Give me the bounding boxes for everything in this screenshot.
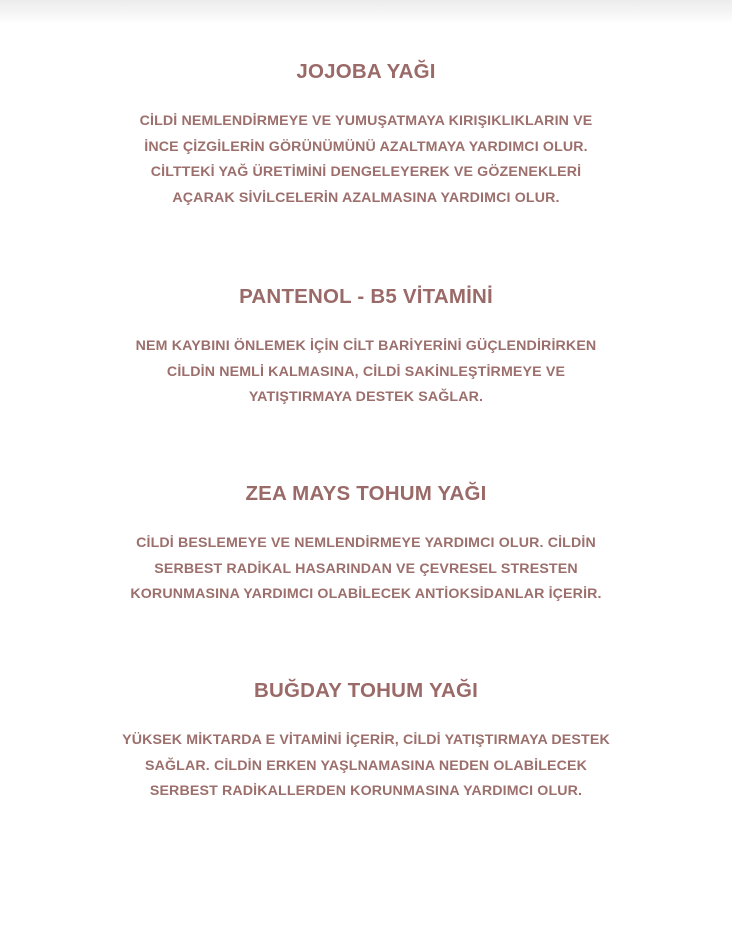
ingredient-description [0,531,732,608]
description-line: KORUNMASINA YARDIMCI OLABİLECEK ANTİOKSİDANLAR İÇERİR. [130,586,602,603]
ingredient-zea-mays [0,481,732,608]
description-line: AÇARAK SİVİLCELERİN AZALMASINA YARDIMCI OLUR. [172,189,560,206]
description-line: CİLDİ NEMLENDİRMEYE VE YUMUŞATMAYA KIRIŞIKLIKLARIN VE [139,113,593,129]
description-line: NEM KAYBINI ÖNLEMEK İÇİN CİLT BARİYERİNİ GÜÇLENDİRİRKEN [135,338,597,354]
description-line: YATIŞTIRMAYA DESTEK SAĞLAR. [248,389,484,406]
top-shadow [0,0,732,24]
description-line: SERBEST RADİKALLERDEN KORUNMASINA YARDIMCI OLUR. [149,783,583,800]
ingredient-jojoba [0,59,732,211]
description-line: CİLDİN NEMLİ KALMASINA, CİLDİ SAKİNLEŞTİRMEYE VE [166,363,566,380]
description-line: CİLTTEKİ YAĞ ÜRETİMİNİ DENGELEYEREK VE GÖZENEKLERİ [150,164,582,181]
ingredient-pantenol [0,284,732,411]
description-line: İNCE ÇİZGİLERİN GÖRÜNÜMÜNÜ AZALTMAYA YARDIMCI OLUR. [144,138,588,155]
description-line: SAĞLAR. CİLDİN ERKEN YAŞLNAMASINA NEDEN OLABİLECEK [144,757,588,774]
description-line: SERBEST RADİKAL HASARINDAN VE ÇEVRESEL STRESTEN [154,560,578,577]
ingredient-title: PANTENOL - B5 VİTAMİNİ [239,285,493,308]
ingredient-description [0,109,732,211]
description-line: CİLDİ BESLEMEYE VE NEMLENDİRMEYE YARDIMCI OLUR. CİLDİN [136,535,596,551]
ingredient-title: BUĞDAY TOHUM YAĞI [253,679,479,702]
ingredient-description [0,334,732,411]
description-line: YÜKSEK MİKTARDA E VİTAMİNİ İÇERİR, CİLDİ YATIŞTIRMAYA DESTEK [122,732,610,748]
ingredient-title: JOJOBA YAĞI [296,60,436,83]
ingredient-description [0,728,732,805]
ingredient-title: ZEA MAYS TOHUM YAĞI [245,482,487,505]
ingredient-bugday [0,678,732,805]
